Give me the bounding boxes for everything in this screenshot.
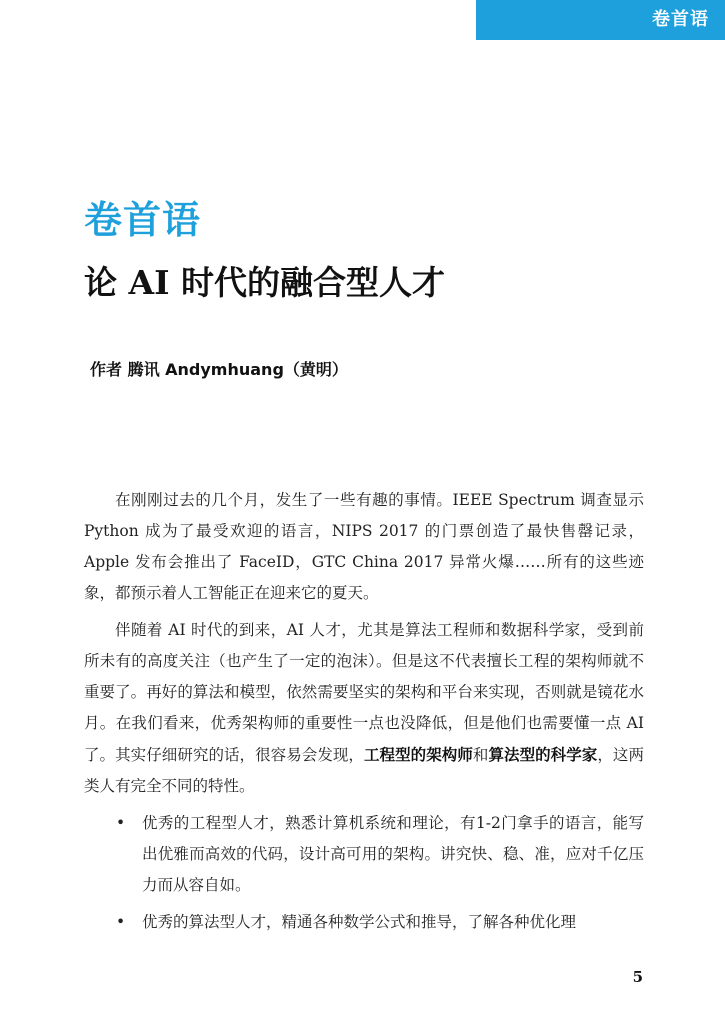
header-tab [476,0,725,40]
paragraph-2-text: 伴随着 AI 时代的到来，AI 人才，尤其是算法工程师和数据科学家，受到前所未有的高度关注（也产生了一定的泡沫）。但是这不代表擅长工程的架构师就不重要了。再好的算法和模型，依然需要坚实的架构和平台来实现，否则就是镜花水月。在我们看来，优秀架构师的重要性一点也没降低，但是他们也需要懂一点 AI 了。其实仔细研究的话，很容易会发现， [84,621,644,764]
bullet-list [84,808,644,938]
bullet-text: 优秀的工程型人才，熟悉计算机系统和理论，有1-2门拿手的语言，能写出优雅而高效的代码，设计高可用的架构。讲究快、稳、准，应对千亿压力而从容自如。 [142,814,644,894]
paragraph-2-tail: ，这两类人有完全不同的特性。 [84,746,644,795]
connector-text: 和 [472,746,489,764]
bullet-text: 优秀的算法型人才，精通各种数学公式和推导，了解各种优化理 [142,913,577,931]
bullet-item-engineer [84,808,644,901]
bullet-icon: • [116,913,126,931]
bullet-icon: • [116,814,126,832]
header-tab-label: 卷首语 [652,9,709,30]
emphasis-scientist: 算法型的科学家 [488,745,598,764]
paragraph-2 [84,615,644,802]
article-body [84,485,644,944]
section-title: 卷首语 [84,197,202,242]
author-line: 作者 腾讯 Andymhuang（黄明） [90,360,348,379]
bullet-item-scientist [84,907,644,938]
emphasis-engineer: 工程型的架构师 [364,745,473,764]
paragraph-1: 在刚刚过去的几个月，发生了一些有趣的事情。IEEE Spectrum 调查显示 Python 成为了最受欢迎的语言，NIPS 2017 的门票创造了最快售罄记录，Apple 发布会推出了 FaceID，GTC China 2017 异常火爆……所有的这些迹象，都预示着人工智能正在迎来它的夏天。 [84,491,644,602]
page-number: 5 [632,968,643,986]
article-title: 论 AI 时代的融合型人才 [84,263,446,302]
